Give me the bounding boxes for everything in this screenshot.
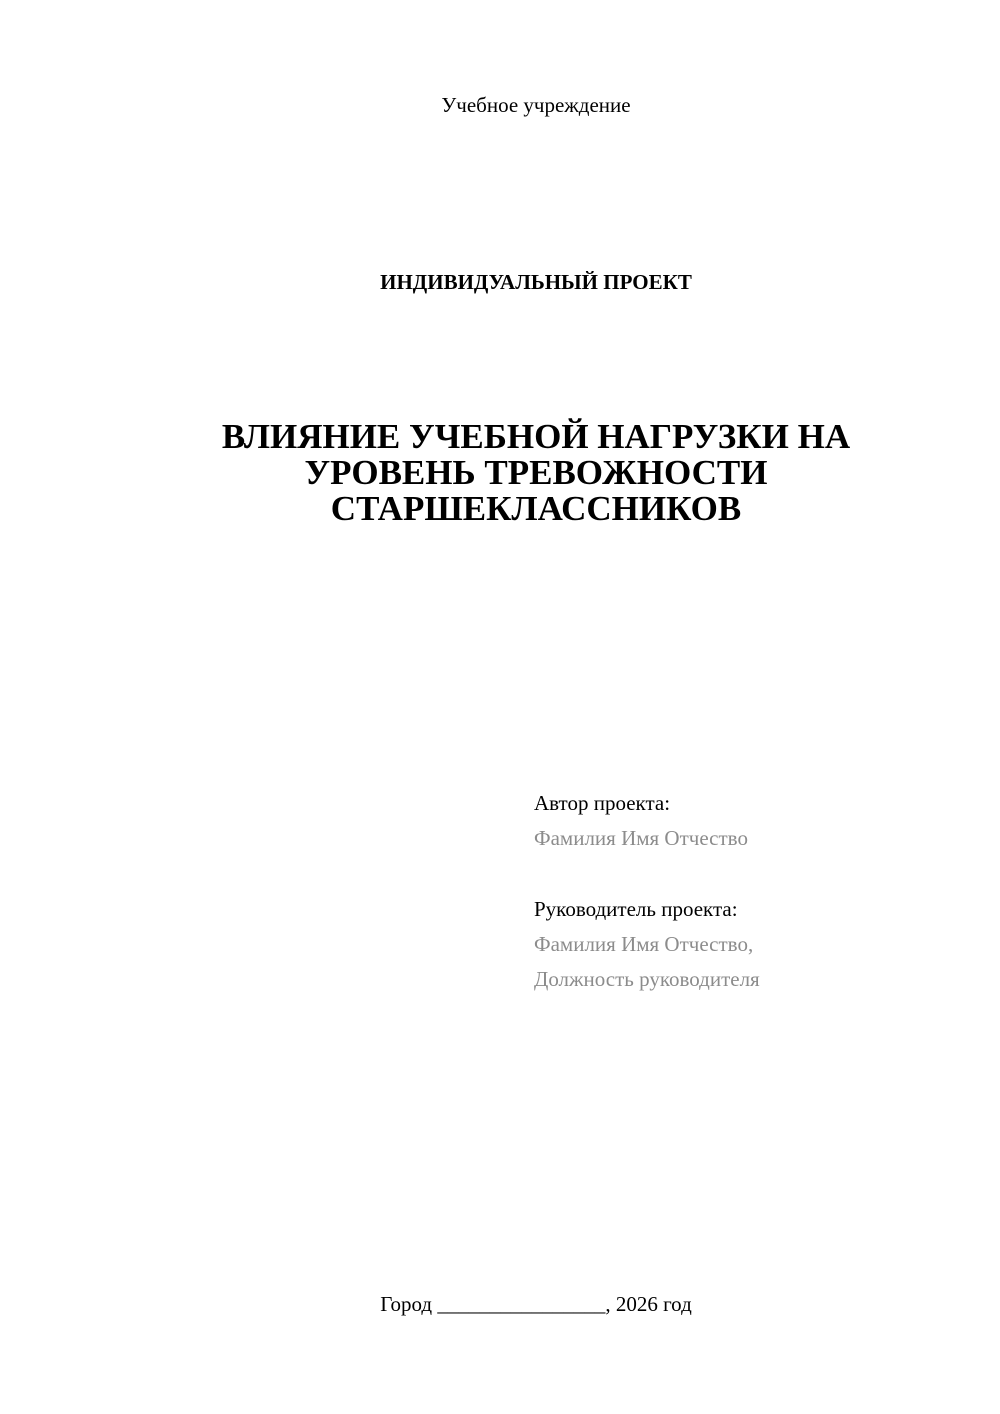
project-title-line: ВЛИЯНИЕ УЧЕБНОЙ НАГРУЗКИ НА [221, 417, 851, 456]
author-label: Автор проекта: [534, 791, 671, 815]
project-title-line: СТАРШЕКЛАССНИКОВ [330, 489, 742, 528]
spacer [534, 856, 974, 892]
supervisor-name: Фамилия Имя Отчество, [534, 932, 754, 956]
supervisor-label: Руководитель проекта: [534, 897, 738, 921]
project-title-line: УРОВЕНЬ ТРЕВОЖНОСТИ [304, 453, 768, 492]
city-year-line: Город ________________, 2026 год [380, 1292, 692, 1316]
author-name: Фамилия Имя Отчество [534, 826, 748, 850]
project-type-heading: ИНДИВИДУАЛЬНЫЙ ПРОЕКТ [380, 270, 692, 294]
credits-block [534, 786, 974, 997]
project-title [0, 419, 1000, 527]
supervisor-position: Должность руководителя [534, 967, 760, 991]
institution-name: Учебное учреждение [441, 93, 631, 117]
